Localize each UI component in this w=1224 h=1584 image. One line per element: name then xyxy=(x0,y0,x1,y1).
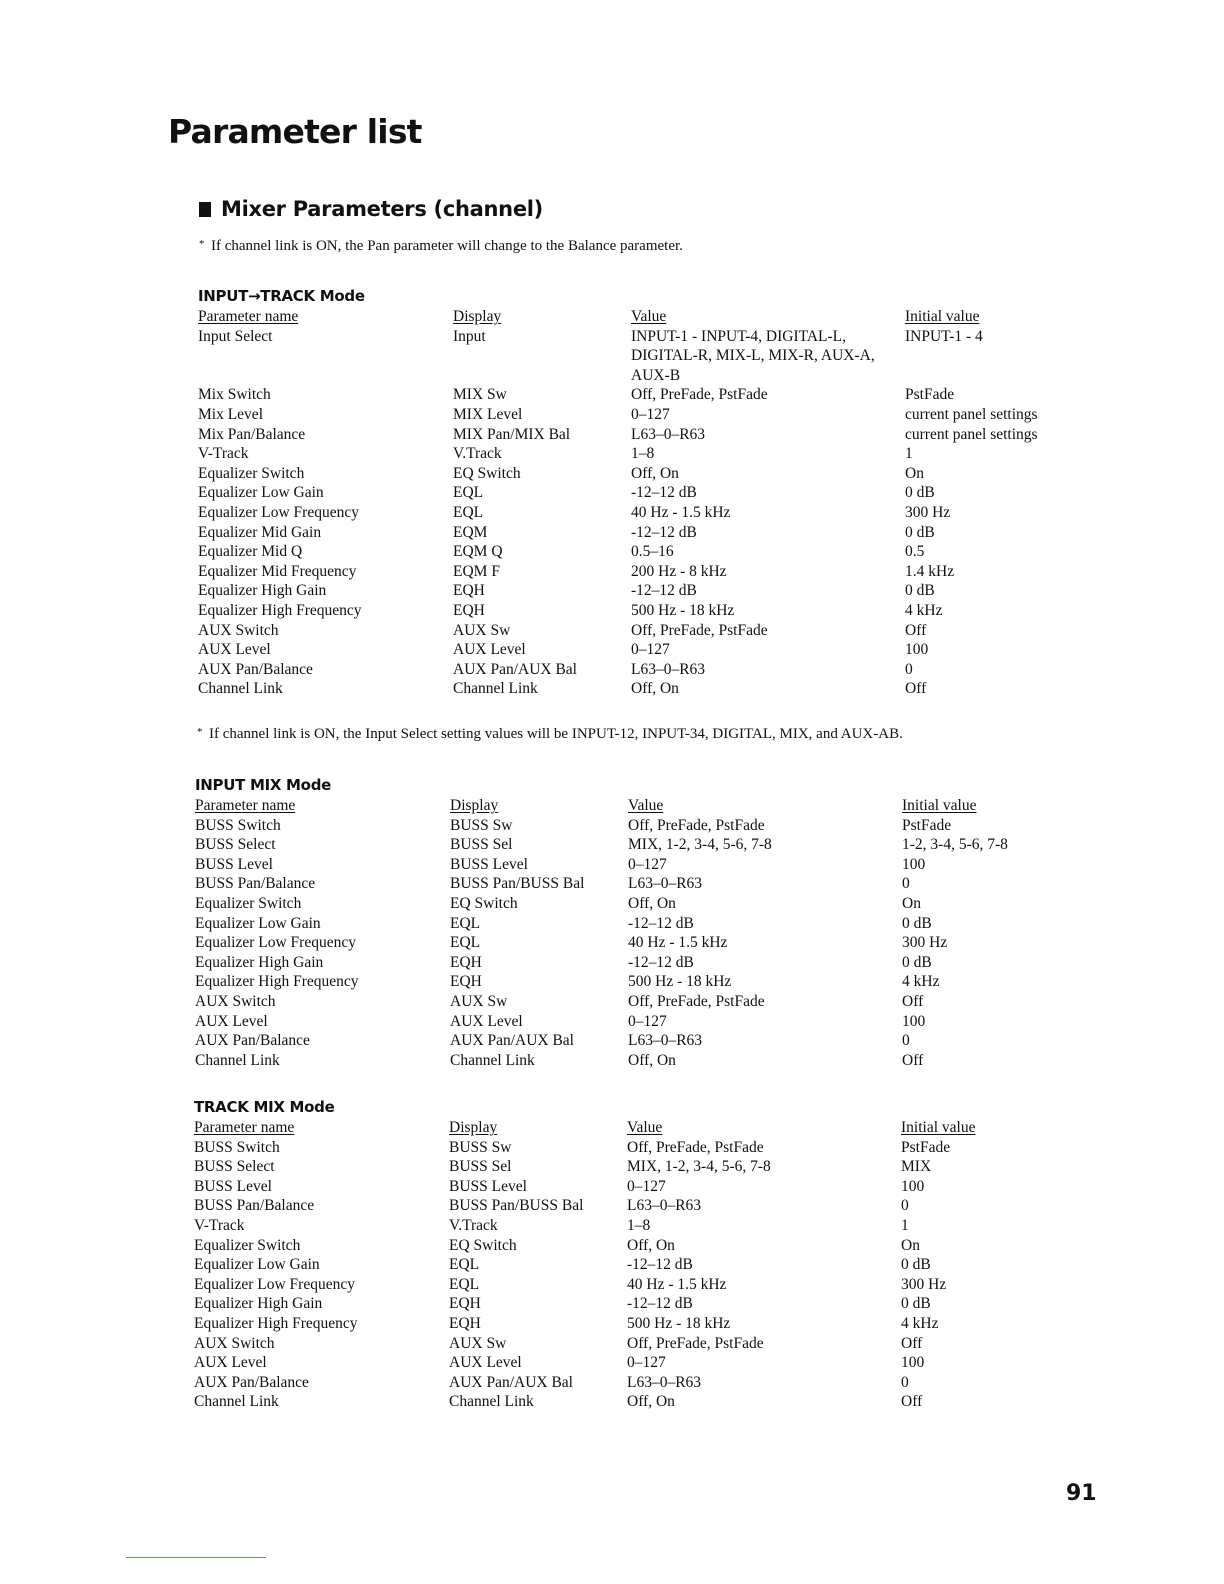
table-row xyxy=(198,562,955,582)
cell-parameter-name: Mix Pan/Balance xyxy=(198,425,306,443)
column-header-value: Value xyxy=(628,797,664,814)
cell-value: -12–12 dB xyxy=(627,1256,693,1274)
cell-initial-value: 1 xyxy=(905,445,913,463)
cell-parameter-name: Equalizer High Gain xyxy=(194,1295,323,1313)
cell-value: Off, On xyxy=(627,1236,675,1254)
table-row xyxy=(194,1334,923,1354)
cell-parameter-name: BUSS Pan/Balance xyxy=(194,1197,315,1215)
cell-initial-value: 0 dB xyxy=(901,1256,931,1274)
column-header-name: Parameter name xyxy=(195,797,296,814)
table-row xyxy=(195,835,1008,855)
cell-initial-value: 100 xyxy=(901,1354,925,1372)
table-row xyxy=(198,542,925,562)
table-row xyxy=(198,444,913,464)
table-row xyxy=(194,1236,920,1256)
cell-display: AUX Level xyxy=(450,1012,523,1030)
mode-block-track-mix xyxy=(194,1097,976,1412)
table-row xyxy=(195,894,921,914)
cell-value: -12–12 dB xyxy=(628,914,694,932)
table-row xyxy=(198,425,1038,445)
cell-initial-value: Off xyxy=(905,680,927,698)
cell-display: EQH xyxy=(449,1295,481,1313)
cell-parameter-name: Mix Switch xyxy=(198,386,271,404)
mode-block-input-mix xyxy=(195,775,1008,1070)
cell-value: 0–127 xyxy=(631,641,670,659)
mode-title: INPUT MIX Mode xyxy=(195,776,332,794)
cell-display: Channel Link xyxy=(449,1393,534,1411)
table-row xyxy=(195,1031,910,1051)
table-row xyxy=(198,581,935,601)
cell-display: AUX Pan/AUX Bal xyxy=(449,1373,573,1391)
cell-initial-value: Off xyxy=(902,1051,924,1069)
cell-initial-value: 0 xyxy=(905,660,913,678)
cell-initial-value: 0.5 xyxy=(905,543,925,561)
cell-initial-value: On xyxy=(902,894,921,912)
cell-parameter-name: BUSS Pan/Balance xyxy=(195,875,316,893)
cell-initial-value: MIX xyxy=(901,1158,932,1176)
table-row xyxy=(195,933,948,953)
cell-initial-value: 100 xyxy=(902,1012,926,1030)
table-row xyxy=(198,601,943,621)
table-row xyxy=(198,523,935,543)
cell-value: -12–12 dB xyxy=(631,484,697,502)
cell-display: BUSS Level xyxy=(449,1177,527,1195)
column-header-initial: Initial value xyxy=(905,308,980,325)
cell-initial-value: current panel settings xyxy=(905,405,1038,423)
cell-initial-value: 1-2, 3-4, 5-6, 7-8 xyxy=(902,836,1008,854)
cell-value: 0–127 xyxy=(628,1012,667,1030)
cell-initial-value: 100 xyxy=(905,641,929,659)
table-row xyxy=(195,874,910,894)
cell-value: INPUT-1 - INPUT-4, DIGITAL-L, DIGITAL-R, MIX-L, MIX-R, AUX-A, AUX-B xyxy=(631,327,875,384)
table-row xyxy=(194,1138,951,1158)
page-number: 91 xyxy=(1066,1481,1097,1506)
table-row xyxy=(194,1392,923,1412)
cell-value: 500 Hz - 18 kHz xyxy=(628,973,732,991)
cell-parameter-name: BUSS Level xyxy=(195,855,273,873)
cell-display: AUX Level xyxy=(453,641,526,659)
cell-display: MIX Pan/MIX Bal xyxy=(453,425,571,443)
cell-parameter-name: Equalizer Mid Gain xyxy=(198,523,322,541)
cell-display: EQM Q xyxy=(453,543,503,561)
cell-initial-value: On xyxy=(901,1236,920,1254)
cell-initial-value: 0 dB xyxy=(905,484,935,502)
cell-value: 0.5–16 xyxy=(631,543,674,561)
cell-value: 0–127 xyxy=(628,855,667,873)
cell-display: AUX Sw xyxy=(450,992,508,1010)
mode-title: TRACK MIX Mode xyxy=(194,1098,335,1116)
cell-initial-value: 4 kHz xyxy=(905,601,943,619)
cell-initial-value: 0 xyxy=(902,875,910,893)
cell-value: 1–8 xyxy=(631,445,655,463)
cell-value: Off, PreFade, PstFade xyxy=(628,816,765,834)
cell-display: EQ Switch xyxy=(449,1236,517,1254)
column-header-initial: Initial value xyxy=(902,797,977,814)
cell-display: EQH xyxy=(450,953,482,971)
cell-value: 0–127 xyxy=(627,1354,666,1372)
cell-parameter-name: Equalizer High Gain xyxy=(198,582,327,600)
cell-value: Off, PreFade, PstFade xyxy=(627,1138,764,1156)
section-heading-text: Mixer Parameters (channel) xyxy=(221,197,543,221)
cell-parameter-name: BUSS Select xyxy=(195,836,276,854)
cell-display: MIX Sw xyxy=(453,386,507,404)
cell-value: L63–0–R63 xyxy=(631,425,706,443)
cell-value: MIX, 1-2, 3-4, 5-6, 7-8 xyxy=(627,1158,771,1176)
cell-display: EQL xyxy=(449,1256,480,1274)
cell-parameter-name: Equalizer Mid Q xyxy=(198,543,303,561)
cell-initial-value: INPUT-1 - 4 xyxy=(905,327,983,345)
cell-value: Off, PreFade, PstFade xyxy=(628,992,765,1010)
column-header-value: Value xyxy=(631,308,667,325)
table-row xyxy=(194,1373,909,1393)
cell-initial-value: 4 kHz xyxy=(902,973,940,991)
table-row xyxy=(194,1255,931,1275)
square-bullet-icon xyxy=(199,202,211,217)
cell-parameter-name: Channel Link xyxy=(194,1393,279,1411)
cell-display: EQL xyxy=(450,934,481,952)
cell-parameter-name: Equalizer High Frequency xyxy=(195,973,359,991)
cell-display: AUX Pan/AUX Bal xyxy=(453,660,577,678)
cell-parameter-name: Equalizer Low Gain xyxy=(195,914,321,932)
cell-display: EQM xyxy=(453,523,488,541)
table-row xyxy=(198,679,927,699)
table-row xyxy=(195,1051,924,1071)
cell-display: BUSS Sw xyxy=(449,1138,512,1156)
footer-rule xyxy=(126,1557,266,1558)
cell-value: L63–0–R63 xyxy=(627,1197,702,1215)
cell-display: EQL xyxy=(450,914,481,932)
table-row xyxy=(195,855,926,875)
column-header-row xyxy=(198,307,980,327)
cell-display: MIX Level xyxy=(453,405,523,423)
cell-value: Off, On xyxy=(627,1393,675,1411)
cell-display: Channel Link xyxy=(450,1051,535,1069)
cell-value: Off, On xyxy=(628,1051,676,1069)
cell-initial-value: 0 dB xyxy=(905,582,935,600)
cell-parameter-name: AUX Level xyxy=(194,1354,267,1372)
cell-value: Off, PreFade, PstFade xyxy=(627,1334,764,1352)
cell-parameter-name: V-Track xyxy=(194,1216,245,1234)
cell-display: EQH xyxy=(453,601,485,619)
cell-initial-value: PstFade xyxy=(905,386,955,404)
column-header-name: Parameter name xyxy=(194,1119,295,1136)
cell-initial-value: 1 xyxy=(901,1216,909,1234)
table-row xyxy=(194,1177,925,1197)
cell-initial-value: Off xyxy=(901,1393,923,1411)
cell-value: 40 Hz - 1.5 kHz xyxy=(631,503,731,521)
cell-value: Off, On xyxy=(631,464,679,482)
cell-parameter-name: BUSS Select xyxy=(194,1158,275,1176)
cell-initial-value: On xyxy=(905,464,924,482)
cell-value: Off, On xyxy=(631,680,679,698)
table-row xyxy=(198,405,1038,425)
cell-value: -12–12 dB xyxy=(631,582,697,600)
cell-display: EQL xyxy=(449,1275,480,1293)
column-header-name: Parameter name xyxy=(198,308,299,325)
table-row xyxy=(194,1275,947,1295)
cell-value: 1–8 xyxy=(627,1216,651,1234)
column-header-row xyxy=(194,1118,976,1138)
cell-display: BUSS Sel xyxy=(449,1158,512,1176)
cell-value: -12–12 dB xyxy=(627,1295,693,1313)
table-row xyxy=(198,640,929,660)
parameter-rows xyxy=(198,327,1038,699)
cell-initial-value: 300 Hz xyxy=(905,503,951,521)
column-header-display: Display xyxy=(450,797,499,814)
cell-display: EQ Switch xyxy=(453,464,521,482)
cell-value: 0–127 xyxy=(627,1177,666,1195)
table-row xyxy=(195,816,952,836)
cell-initial-value: 0 dB xyxy=(902,953,932,971)
note-pan-balance-text: If channel link is ON, the Pan parameter will change to the Balance parameter. xyxy=(211,238,683,254)
cell-display: AUX Sw xyxy=(449,1334,507,1352)
cell-parameter-name: Channel Link xyxy=(198,680,283,698)
cell-value: 200 Hz - 8 kHz xyxy=(631,562,727,580)
cell-value: 0–127 xyxy=(631,405,670,423)
cell-parameter-name: Equalizer High Frequency xyxy=(194,1314,358,1332)
cell-display: EQH xyxy=(449,1314,481,1332)
cell-initial-value: 0 xyxy=(902,1032,910,1050)
table-row xyxy=(194,1294,931,1314)
cell-value: L63–0–R63 xyxy=(631,660,706,678)
cell-parameter-name: BUSS Level xyxy=(194,1177,272,1195)
cell-parameter-name: Equalizer High Gain xyxy=(195,953,324,971)
cell-display: EQL xyxy=(453,484,484,502)
cell-value: MIX, 1-2, 3-4, 5-6, 7-8 xyxy=(628,836,772,854)
column-header-display: Display xyxy=(453,308,502,325)
cell-parameter-name: AUX Level xyxy=(198,641,271,659)
table-row xyxy=(198,464,924,484)
cell-parameter-name: Equalizer Low Frequency xyxy=(195,934,356,952)
cell-initial-value: 4 kHz xyxy=(901,1314,939,1332)
table-row xyxy=(198,385,955,405)
cell-parameter-name: V-Track xyxy=(198,445,249,463)
cell-display: Input xyxy=(453,327,486,345)
table-row xyxy=(194,1196,909,1216)
parameter-rows xyxy=(195,816,1008,1071)
cell-parameter-name: Channel Link xyxy=(195,1051,280,1069)
column-header-value: Value xyxy=(627,1119,663,1136)
cell-initial-value: 100 xyxy=(902,855,926,873)
column-header-initial: Initial value xyxy=(901,1119,976,1136)
cell-display: BUSS Pan/BUSS Bal xyxy=(449,1197,584,1215)
cell-display: EQH xyxy=(450,973,482,991)
cell-initial-value: 0 xyxy=(901,1373,909,1391)
cell-display: BUSS Sel xyxy=(450,836,513,854)
cell-parameter-name: Equalizer Low Gain xyxy=(194,1256,320,1274)
cell-value: L63–0–R63 xyxy=(627,1373,702,1391)
cell-value: -12–12 dB xyxy=(631,523,697,541)
cell-initial-value: 300 Hz xyxy=(901,1275,947,1293)
note-input-select xyxy=(197,725,903,743)
cell-initial-value: current panel settings xyxy=(905,425,1038,443)
cell-parameter-name: AUX Switch xyxy=(198,621,279,639)
note-input-select-text: If channel link is ON, the Input Select setting values will be INPUT-12, INPUT-34, DIGITAL, MIX, and AUX-AB. xyxy=(209,726,903,742)
cell-value: 500 Hz - 18 kHz xyxy=(631,601,735,619)
table-row xyxy=(194,1314,939,1334)
cell-initial-value: PstFade xyxy=(902,816,952,834)
cell-display: EQL xyxy=(453,503,484,521)
cell-initial-value: PstFade xyxy=(901,1138,951,1156)
cell-display: AUX Sw xyxy=(453,621,511,639)
column-header-display: Display xyxy=(449,1119,498,1136)
cell-parameter-name: Equalizer Low Gain xyxy=(198,484,324,502)
cell-display: AUX Pan/AUX Bal xyxy=(450,1032,574,1050)
cell-initial-value: 0 dB xyxy=(901,1295,931,1313)
cell-initial-value: 0 dB xyxy=(905,523,935,541)
table-row xyxy=(198,621,927,641)
table-row xyxy=(198,483,935,503)
cell-parameter-name: Mix Level xyxy=(198,405,263,423)
table-row xyxy=(195,914,932,934)
cell-parameter-name: AUX Pan/Balance xyxy=(194,1373,309,1391)
cell-parameter-name: Input Select xyxy=(198,327,273,345)
asterisk-icon: * xyxy=(197,726,203,738)
cell-value: Off, On xyxy=(628,894,676,912)
cell-parameter-name: AUX Switch xyxy=(195,992,276,1010)
cell-parameter-name: Equalizer Switch xyxy=(195,894,302,912)
table-row xyxy=(195,992,924,1012)
section-heading xyxy=(199,197,543,222)
cell-value: Off, PreFade, PstFade xyxy=(631,621,768,639)
cell-parameter-name: AUX Switch xyxy=(194,1334,275,1352)
cell-initial-value: 300 Hz xyxy=(902,934,948,952)
table-row xyxy=(194,1216,909,1236)
table-row xyxy=(194,1353,925,1373)
cell-initial-value: Off xyxy=(901,1334,923,1352)
cell-display: EQ Switch xyxy=(450,894,518,912)
cell-parameter-name: AUX Level xyxy=(195,1012,268,1030)
table-row xyxy=(195,972,940,992)
cell-value: 500 Hz - 18 kHz xyxy=(627,1314,731,1332)
column-header-row xyxy=(195,796,977,816)
cell-initial-value: Off xyxy=(905,621,927,639)
cell-parameter-name: AUX Pan/Balance xyxy=(195,1032,310,1050)
cell-initial-value: Off xyxy=(902,992,924,1010)
cell-parameter-name: Equalizer Switch xyxy=(194,1236,301,1254)
cell-parameter-name: AUX Pan/Balance xyxy=(198,660,313,678)
cell-display: EQH xyxy=(453,582,485,600)
cell-display: Channel Link xyxy=(453,680,538,698)
mode-title: INPUT→TRACK Mode xyxy=(198,287,365,305)
cell-parameter-name: BUSS Switch xyxy=(195,816,281,834)
cell-initial-value: 1.4 kHz xyxy=(905,562,955,580)
asterisk-icon: * xyxy=(199,238,205,250)
cell-parameter-name: Equalizer Mid Frequency xyxy=(198,562,357,580)
cell-parameter-name: Equalizer Switch xyxy=(198,464,305,482)
cell-value: -12–12 dB xyxy=(628,953,694,971)
cell-display: V.Track xyxy=(453,445,502,463)
cell-initial-value: 0 xyxy=(901,1197,909,1215)
cell-display: AUX Level xyxy=(449,1354,522,1372)
cell-value: 40 Hz - 1.5 kHz xyxy=(627,1275,727,1293)
table-row xyxy=(195,953,932,973)
page-title: Parameter list xyxy=(168,112,422,151)
cell-value: L63–0–R63 xyxy=(628,875,703,893)
table-row xyxy=(198,660,913,680)
cell-display: BUSS Level xyxy=(450,855,528,873)
table-row xyxy=(198,503,951,523)
table-row xyxy=(194,1157,932,1177)
cell-value: Off, PreFade, PstFade xyxy=(631,386,768,404)
cell-parameter-name: Equalizer Low Frequency xyxy=(198,503,359,521)
cell-display: BUSS Sw xyxy=(450,816,513,834)
cell-parameter-name: BUSS Switch xyxy=(194,1138,280,1156)
note-pan-balance xyxy=(199,237,683,255)
cell-initial-value: 100 xyxy=(901,1177,925,1195)
cell-value: L63–0–R63 xyxy=(628,1032,703,1050)
cell-parameter-name: Equalizer High Frequency xyxy=(198,601,362,619)
table-row xyxy=(198,327,983,386)
cell-initial-value: 0 dB xyxy=(902,914,932,932)
cell-display: BUSS Pan/BUSS Bal xyxy=(450,875,585,893)
cell-display: V.Track xyxy=(449,1216,498,1234)
table-row xyxy=(195,1012,926,1032)
cell-parameter-name: Equalizer Low Frequency xyxy=(194,1275,355,1293)
cell-display: EQM F xyxy=(453,562,500,580)
parameter-rows xyxy=(194,1138,951,1412)
mode-block-input-track xyxy=(198,286,1038,699)
cell-value: 40 Hz - 1.5 kHz xyxy=(628,934,728,952)
